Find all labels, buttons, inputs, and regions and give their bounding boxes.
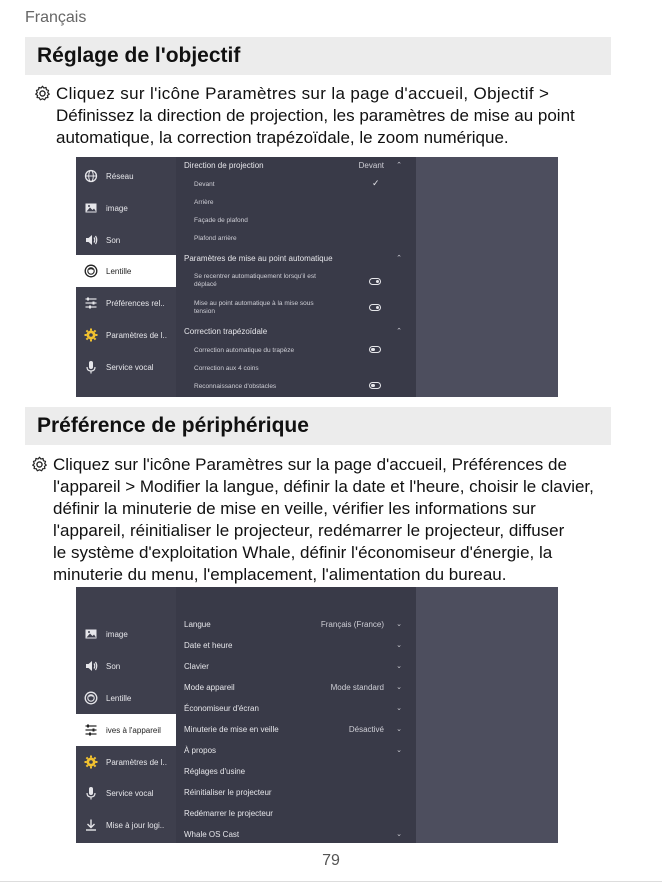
option-label: Devant	[194, 181, 215, 188]
sliders-icon	[84, 296, 98, 310]
row-label: Réinitialiser le projecteur	[184, 788, 272, 797]
row-value: Français (France)	[320, 620, 384, 629]
sidebar-item-label: Lentille	[106, 266, 132, 276]
sidebar-item-label: Son	[106, 235, 121, 245]
globe-icon	[84, 169, 98, 183]
page-bottom-border	[0, 881, 662, 882]
chevron-down-icon: ⌄	[396, 663, 402, 670]
about-row[interactable]	[184, 746, 408, 755]
sidebar-item-label: image	[106, 203, 128, 213]
sidebar-item-label: Service vocal	[106, 788, 154, 798]
obstacle-recognition-toggle[interactable]	[369, 382, 381, 389]
keystone-auto-row	[194, 347, 374, 354]
sidebar-item-sound[interactable]	[76, 224, 176, 256]
device-preferences-screenshot	[76, 587, 558, 843]
sidebar-item-image[interactable]	[76, 618, 176, 650]
autofocus-on-power-label-2: tension	[194, 308, 215, 315]
row-value: Désactivé	[348, 725, 384, 734]
screensaver-row[interactable]	[184, 704, 408, 713]
keystone-header-label: Correction trapézoïdale	[184, 327, 268, 336]
chevron-down-icon: ⌄	[396, 726, 402, 733]
option-front[interactable]	[194, 181, 374, 188]
autofocus-on-power-toggle[interactable]	[369, 304, 381, 311]
projection-direction-value: Devant	[358, 161, 384, 170]
microphone-icon	[84, 786, 98, 800]
chevron-down-icon: ⌄	[396, 831, 402, 838]
row-label: Clavier	[184, 662, 209, 671]
lens-settings-panel	[176, 157, 416, 397]
language-row[interactable]	[184, 620, 408, 629]
sidebar-item-label: Son	[106, 661, 121, 671]
sidebar-item-label: image	[106, 629, 128, 639]
preview-area	[416, 587, 558, 843]
download-icon	[84, 818, 98, 832]
row-label: Date et heure	[184, 641, 233, 650]
check-icon: ✓	[372, 178, 380, 188]
chevron-up-icon: ⌃	[396, 162, 402, 169]
sidebar-item-software-update[interactable]	[76, 809, 176, 841]
chevron-down-icon: ⌄	[396, 621, 402, 628]
image-icon	[84, 627, 98, 641]
device-mode-row[interactable]	[184, 683, 408, 692]
device-instructions-line-5: le système d'exploitation Whale, définir l'économiseur d'énergie, la	[53, 543, 553, 562]
device-instructions-line-4: l'appareil, réinitialiser le projecteur, redémarrer le projecteur, diffuser	[53, 521, 565, 540]
chevron-down-icon: ⌄	[396, 747, 402, 754]
row-label: Mode appareil	[184, 683, 235, 692]
row-label: Minuterie de mise en veille	[184, 725, 279, 734]
obstacle-recognition-label: Reconnaissance d'obstacles	[194, 383, 277, 390]
row-label: À propos	[184, 746, 217, 755]
keystone-auto-label: Correction automatique du trapèze	[194, 347, 295, 354]
settings-sidebar	[76, 587, 176, 843]
autofocus-on-move-label-2: déplacé	[194, 281, 217, 288]
section-title-lens: Réglage de l'objectif	[25, 37, 611, 75]
sidebar-item-network[interactable]	[76, 160, 176, 192]
sidebar-item-image[interactable]	[76, 192, 176, 224]
row-label: Réglages d'usine	[184, 767, 246, 776]
device-preferences-panel	[176, 587, 416, 843]
chevron-up-icon: ⌃	[396, 255, 402, 262]
lens-instructions-line-3: automatique, la correction trapézoïdale, le zoom numérique.	[56, 128, 509, 147]
microphone-icon	[84, 360, 98, 374]
sidebar-item-label: Réseau	[106, 171, 134, 181]
lens-instructions-line-1: Cliquez sur l'icône Paramètres sur la page d'accueil, Objectif >	[56, 84, 550, 103]
projection-direction-row[interactable]	[184, 161, 408, 170]
keystone-auto-toggle[interactable]	[369, 346, 381, 353]
autofocus-header-row[interactable]	[184, 254, 408, 263]
sidebar-item-system-settings[interactable]	[76, 746, 176, 778]
preview-area	[416, 157, 558, 397]
gear-icon	[84, 755, 98, 769]
autofocus-on-move-toggle[interactable]	[369, 278, 381, 285]
device-instructions-line-3: définir la minuterie de mise en veille, vérifier les informations sur	[53, 499, 536, 518]
chevron-down-icon: ⌄	[396, 705, 402, 712]
chevron-up-icon: ⌃	[396, 328, 402, 335]
device-instructions-line-2: l'appareil > Modifier la langue, définir la date et l'heure, choisir le clavier,	[53, 477, 594, 496]
autofocus-on-power-row	[194, 300, 374, 316]
sidebar-item-label: Service vocal	[106, 362, 154, 372]
autofocus-on-move-label-1: Se recentrer automatiquement lorsqu'il est	[194, 273, 316, 280]
row-label: Redémarrer le projecteur	[184, 809, 273, 818]
projection-direction-label: Direction de projection	[184, 161, 264, 170]
keystone-4-corners-row[interactable]	[194, 365, 374, 372]
speaker-icon	[84, 233, 98, 247]
autofocus-on-power-label-1: Mise au point automatique à la mise sous	[194, 300, 314, 307]
factory-settings-row[interactable]	[184, 767, 408, 776]
row-label: Langue	[184, 620, 211, 629]
sidebar-item-label: ives à l'appareil	[106, 725, 161, 735]
sidebar-item-voice-service[interactable]	[76, 777, 176, 809]
section-title-device-preference: Préférence de périphérique	[25, 407, 611, 445]
image-icon	[84, 201, 98, 215]
sidebar-item-device-preferences[interactable]	[76, 714, 176, 746]
settings-gear-icon	[34, 85, 51, 102]
sidebar-item-label: Mise à jour logi..	[106, 820, 165, 830]
option-label: Façade de plafond	[194, 217, 248, 224]
keyboard-row[interactable]	[184, 662, 408, 671]
lens-instructions	[34, 83, 614, 153]
sidebar-item-system-settings[interactable]	[76, 319, 176, 351]
gear-icon	[84, 328, 98, 342]
obstacle-recognition-row	[194, 383, 374, 390]
settings-gear-icon	[31, 456, 48, 473]
sidebar-item-label: Paramètres de l..	[106, 757, 167, 767]
date-time-row[interactable]	[184, 641, 408, 650]
option-label: Arrière	[194, 199, 214, 206]
sidebar-item-lens[interactable]	[76, 255, 176, 287]
language-label: Français	[25, 9, 87, 26]
option-ceiling-front[interactable]	[194, 217, 374, 224]
sidebar-item-label: Préférences rel..	[106, 298, 165, 308]
option-label: Plafond arrière	[194, 235, 237, 242]
sidebar-item-device-preferences[interactable]	[76, 287, 176, 319]
sidebar-item-sound[interactable]	[76, 650, 176, 682]
lens-instructions-line-2: Définissez la direction de projection, les paramètres de mise au point	[56, 106, 575, 125]
sidebar-item-voice-service[interactable]	[76, 351, 176, 383]
row-label: Whale OS Cast	[184, 830, 240, 839]
autofocus-on-move-row	[194, 273, 374, 289]
sidebar-item-label: Lentille	[106, 693, 132, 703]
row-label: Économiseur d'écran	[184, 704, 259, 713]
device-instructions-line-6: minuterie du menu, l'emplacement, l'alimentation du bureau.	[53, 565, 507, 584]
sidebar-item-label: Paramètres de l..	[106, 330, 167, 340]
option-rear[interactable]	[194, 199, 374, 206]
speaker-icon	[84, 659, 98, 673]
restart-projector-row[interactable]	[184, 809, 408, 818]
lens-icon	[84, 691, 98, 705]
lens-settings-screenshot	[76, 157, 558, 397]
device-instructions-line-1: Cliquez sur l'icône Paramètres sur la page d'accueil, Préférences de	[53, 455, 567, 474]
page-number: 79	[322, 852, 340, 869]
lens-icon	[84, 264, 98, 278]
reset-projector-row[interactable]	[184, 788, 408, 797]
keystone-header-row[interactable]	[184, 327, 408, 336]
keystone-4-corners-label: Correction aux 4 coins	[194, 365, 259, 372]
sleep-timer-row[interactable]	[184, 725, 408, 734]
row-value: Mode standard	[330, 683, 384, 692]
sliders-icon	[84, 723, 98, 737]
whale-os-cast-row[interactable]	[184, 830, 408, 839]
autofocus-header-label: Paramètres de mise au point automatique	[184, 254, 333, 263]
sidebar-item-lens[interactable]	[76, 682, 176, 714]
chevron-down-icon: ⌄	[396, 642, 402, 649]
chevron-down-icon: ⌄	[396, 684, 402, 691]
device-preference-instructions	[31, 454, 621, 590]
settings-sidebar	[76, 157, 176, 397]
option-ceiling-rear[interactable]	[194, 235, 374, 242]
